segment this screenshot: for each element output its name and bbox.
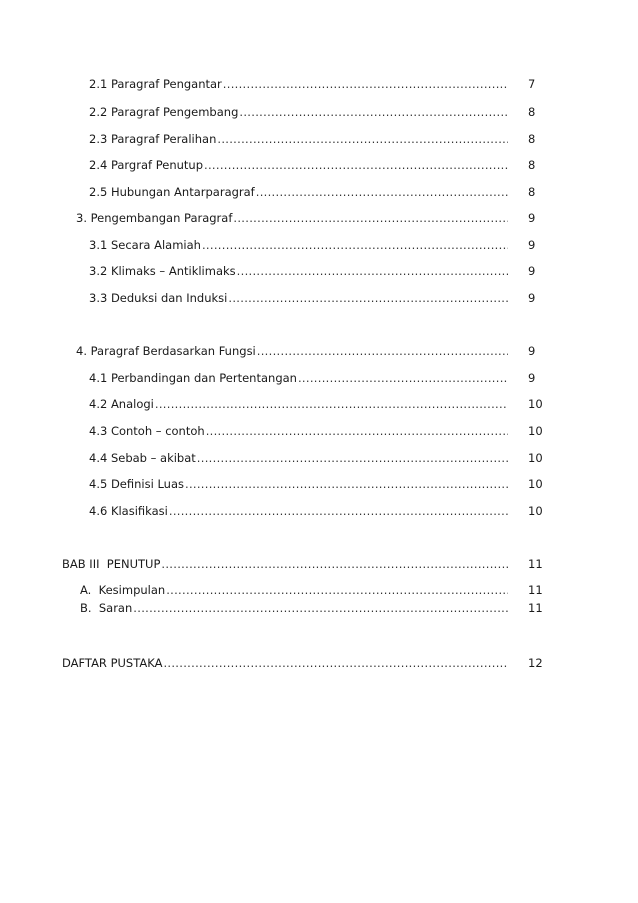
toc-leader-dots xyxy=(217,131,508,147)
toc-chapter xyxy=(62,655,508,671)
toc-leader-dots xyxy=(233,210,508,226)
toc-entry-page: 11 xyxy=(528,583,543,597)
toc-entry-title: 4.1 Perbandingan dan Pertentangan xyxy=(89,371,297,385)
toc-entry-title: 2.2 Paragraf Pengembang xyxy=(89,105,239,119)
toc-entry-page: 10 xyxy=(528,424,543,438)
toc-entry xyxy=(89,184,508,200)
toc-entry-page: 8 xyxy=(528,132,536,146)
toc-entry-title: 2.4 Pargraf Penutup xyxy=(89,158,203,172)
toc-entry-page: 9 xyxy=(528,371,536,385)
toc-entry-title: 3.1 Secara Alamiah xyxy=(89,238,201,252)
toc-leader-dots xyxy=(256,184,508,200)
toc-leader-dots xyxy=(197,450,508,466)
toc-leader-dots xyxy=(169,503,508,519)
toc-entry-page: 9 xyxy=(528,211,536,225)
toc-entry-title: 3.2 Klimaks – Antiklimaks xyxy=(89,264,236,278)
toc-entry-title: 4.5 Definisi Luas xyxy=(89,477,184,491)
toc-entry-page: 7 xyxy=(528,77,536,91)
toc-entry xyxy=(80,582,508,598)
toc-entry-page: 8 xyxy=(528,158,536,172)
toc-entry-title: DAFTAR PUSTAKA xyxy=(62,656,163,670)
toc-entry-page: 10 xyxy=(528,397,543,411)
toc-entry-page: 10 xyxy=(528,477,543,491)
toc-entry xyxy=(89,423,508,439)
toc-entry xyxy=(89,263,508,279)
toc-entry xyxy=(89,104,508,120)
toc-entry-page: 10 xyxy=(528,451,543,465)
toc-entry xyxy=(89,450,508,466)
toc-entry-page: 9 xyxy=(528,264,536,278)
toc-entry-page: 11 xyxy=(528,601,543,615)
toc-entry-title: 3.3 Deduksi dan Induksi xyxy=(89,291,228,305)
toc-leader-dots xyxy=(228,290,508,306)
toc-leader-dots xyxy=(155,396,508,412)
toc-entry xyxy=(89,76,508,92)
toc-leader-dots xyxy=(133,600,508,616)
toc-entry xyxy=(76,343,508,359)
toc-leader-dots xyxy=(239,104,508,120)
toc-leader-dots xyxy=(161,556,508,572)
toc-entry-title: A. Kesimpulan xyxy=(80,583,166,597)
toc-entry xyxy=(76,210,508,226)
toc-entry-page: 11 xyxy=(528,557,543,571)
toc-leader-dots xyxy=(237,263,508,279)
toc-entry-title: 4.6 Klasifikasi xyxy=(89,504,168,518)
toc-entry-title: BAB III PENUTUP xyxy=(62,557,161,571)
toc-entry xyxy=(89,396,508,412)
toc-entry xyxy=(89,503,508,519)
toc-leader-dots xyxy=(185,476,508,492)
toc-entry-page: 12 xyxy=(528,656,543,670)
toc-entry-title: 2.5 Hubungan Antarparagraf xyxy=(89,185,255,199)
toc-entry-title: 4.3 Contoh – contoh xyxy=(89,424,205,438)
toc-entry-page: 9 xyxy=(528,344,536,358)
toc-leader-dots xyxy=(202,237,508,253)
toc-chapter xyxy=(62,556,508,572)
toc-entry-page: 10 xyxy=(528,504,543,518)
toc-entry-title: 4. Paragraf Berdasarkan Fungsi xyxy=(76,344,256,358)
toc-leader-dots xyxy=(166,582,508,598)
toc-leader-dots xyxy=(298,370,508,386)
toc-entry-title: 4.2 Analogi xyxy=(89,397,154,411)
toc-entry xyxy=(89,290,508,306)
toc-entry xyxy=(89,370,508,386)
toc-entry-title: B. Saran xyxy=(80,601,133,615)
toc-entry xyxy=(80,600,508,616)
toc-leader-dots xyxy=(257,343,508,359)
toc-leader-dots xyxy=(204,157,508,173)
toc-entry-page: 8 xyxy=(528,105,536,119)
toc-entry-title: 2.3 Paragraf Peralihan xyxy=(89,132,217,146)
toc-entry-page: 9 xyxy=(528,291,536,305)
toc-leader-dots xyxy=(163,655,508,671)
toc-entry xyxy=(89,476,508,492)
toc-leader-dots xyxy=(223,76,508,92)
toc-entry-page: 8 xyxy=(528,185,536,199)
toc-entry xyxy=(89,131,508,147)
toc-entry xyxy=(89,157,508,173)
toc-leader-dots xyxy=(206,423,508,439)
toc-entry-page: 9 xyxy=(528,238,536,252)
toc-entry xyxy=(89,237,508,253)
toc-entry-title: 3. Pengembangan Paragraf xyxy=(76,211,233,225)
toc-entry-title: 4.4 Sebab – akibat xyxy=(89,451,196,465)
toc-entry-title: 2.1 Paragraf Pengantar xyxy=(89,77,222,91)
